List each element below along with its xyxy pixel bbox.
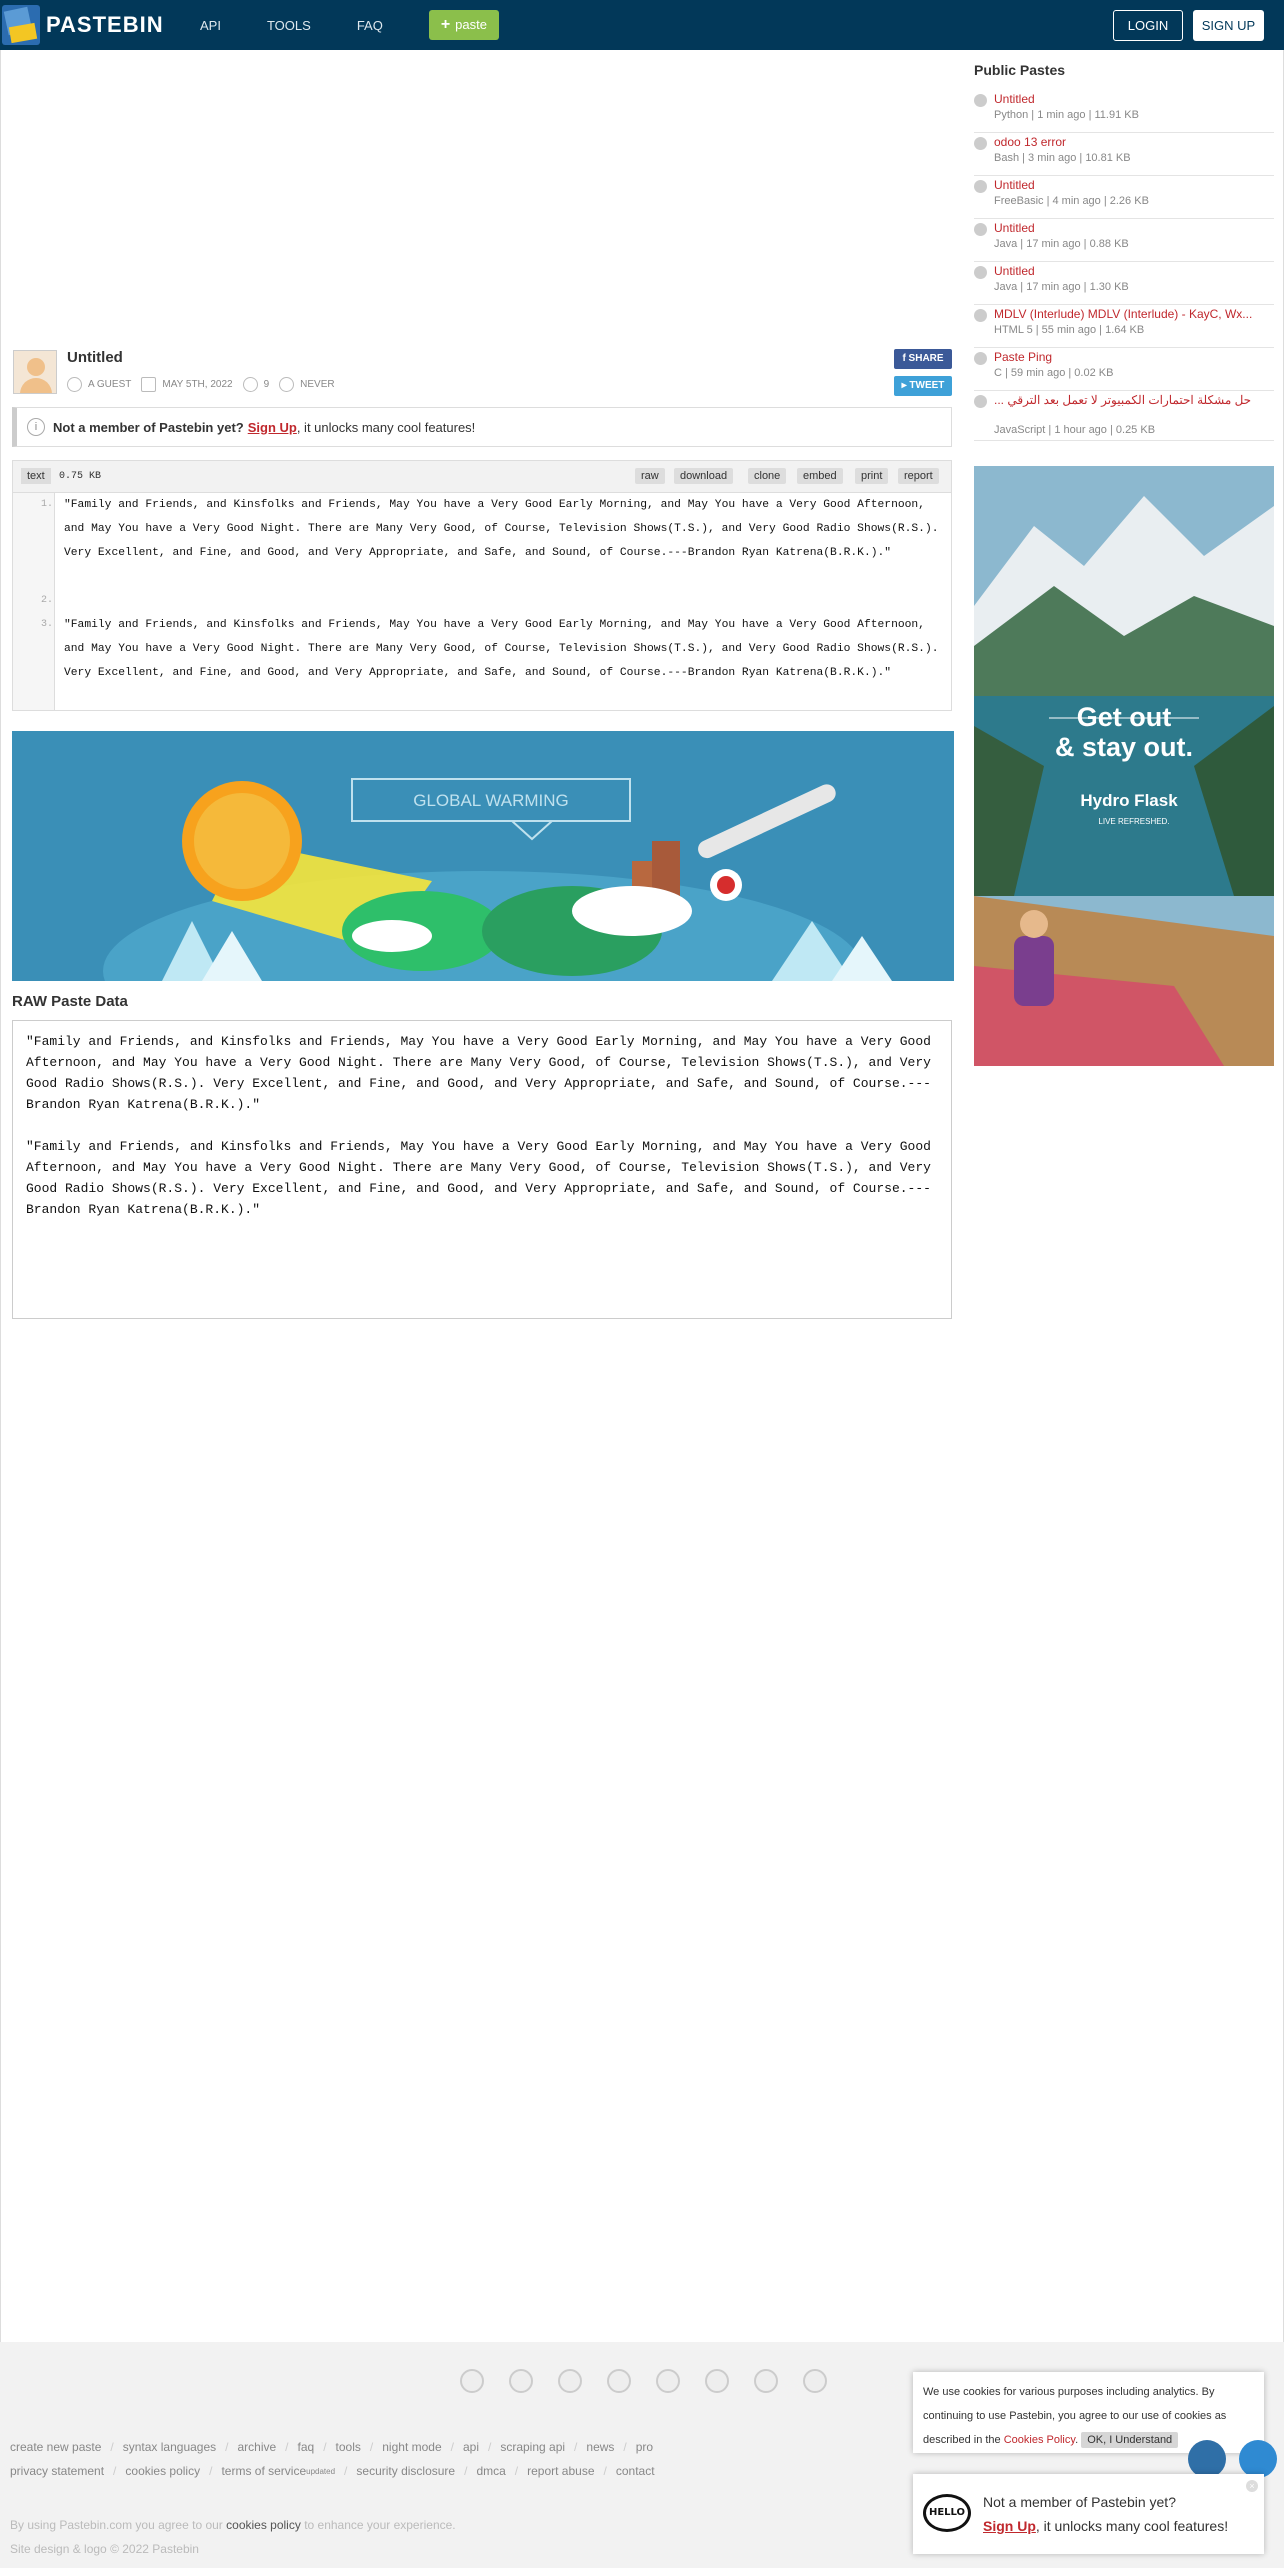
unix-icon[interactable] (803, 2369, 827, 2393)
globe-icon (974, 352, 987, 365)
public-paste-title[interactable]: Untitled (994, 92, 1035, 106)
public-paste-item[interactable] (974, 176, 1274, 219)
raw-paste-title: RAW Paste Data (12, 993, 128, 1010)
ad-brand: Hydro Flask (1080, 791, 1178, 810)
embed-button[interactable]: embed (797, 468, 843, 484)
line-number: 2. (40, 595, 53, 606)
new-paste-label: paste (455, 17, 487, 32)
footer-link[interactable]: syntax languages (122, 2440, 217, 2454)
facebook-share-button[interactable] (894, 349, 952, 369)
tweet-label: TWEET (909, 380, 945, 391)
public-paste-item[interactable] (974, 219, 1274, 262)
public-paste-title[interactable]: odoo 13 error (994, 135, 1067, 149)
global-warming-banner[interactable] (12, 731, 954, 981)
footer-link[interactable]: pro (635, 2440, 654, 2454)
bomb-icon (279, 377, 294, 392)
signup-button[interactable]: SIGN UP (1193, 10, 1264, 41)
globe-icon (974, 180, 987, 193)
footer-link[interactable]: cookies policy (125, 2464, 201, 2478)
public-paste-item[interactable] (974, 262, 1274, 305)
code-box (12, 460, 952, 711)
footer-link[interactable]: api (462, 2440, 479, 2454)
floating-action-button[interactable] (1188, 2440, 1226, 2478)
code-line-3: "Family and Friends, and Kinsfolks and Friends, May You have a Very Good Early Morning, and May You have a Very Good Afternoon, and May You have a Very Good Night. There are Many Very Good, of Course, Television Shows(T.S.), and Very Good Radio Shows(R.S.). Very Excellent, and Fine, and Good, and Very Appropriate, and Safe, and Sound, of Course.---Brandon Ryan Katrena(B.R.K.)." (64, 619, 939, 679)
info-icon: i (27, 418, 45, 436)
footer-link[interactable]: dmca (476, 2464, 506, 2478)
close-icon[interactable]: × (1246, 2480, 1258, 2492)
notice-question: Not a member of Pastebin yet? (53, 419, 244, 435)
public-paste-item[interactable] (974, 391, 1274, 441)
ad-headline-1: Get out (1076, 702, 1172, 732)
public-paste-meta: Java | 17 min ago | 1.30 KB (994, 281, 1129, 293)
nav-tools[interactable]: TOOLS (266, 17, 311, 33)
avatar (13, 350, 57, 394)
line-number: 1. (40, 499, 53, 510)
public-paste-item[interactable] (974, 348, 1274, 391)
member-notice (12, 407, 952, 447)
public-paste-title[interactable]: Untitled (994, 221, 1035, 235)
banner-illustration (12, 731, 954, 981)
floating-action-button[interactable] (1239, 2440, 1277, 2478)
footer-copyright: Site design & logo © 2022 Pastebin (10, 2542, 199, 2556)
agree-pre: By using Pastebin.com you agree to our (10, 2518, 223, 2532)
code-lines (13, 493, 951, 710)
twitter-icon: ▸ (901, 380, 910, 391)
footer-link[interactable]: night mode (382, 2440, 442, 2454)
footer-link[interactable]: create new paste (10, 2440, 102, 2454)
public-paste-title[interactable]: Paste Ping (994, 350, 1053, 364)
hydro-flask-ad[interactable] (974, 466, 1274, 1066)
pastebin-logo-icon (2, 5, 40, 45)
print-button[interactable]: print (855, 468, 888, 484)
notice-rest: , it unlocks many cool features! (296, 419, 476, 435)
macos-icon[interactable] (705, 2369, 729, 2393)
syntax-badge[interactable]: text (21, 468, 51, 484)
paste-meta (67, 377, 345, 392)
public-paste-meta: Bash | 3 min ago | 10.81 KB (994, 152, 1131, 164)
code-toolbar (13, 461, 951, 493)
login-button[interactable]: LOGIN (1113, 10, 1183, 41)
date-meta (141, 377, 232, 392)
line-gutter (13, 493, 55, 710)
globe-icon (974, 309, 987, 322)
download-button[interactable]: download (674, 468, 733, 484)
footer-link[interactable]: privacy statement (10, 2464, 105, 2478)
footer-link[interactable]: security disclosure (356, 2464, 456, 2478)
hello-signup-link[interactable]: Sign Up (983, 2518, 1036, 2534)
ad-headline-2: & stay out. (1054, 732, 1194, 762)
logo[interactable] (0, 0, 164, 50)
cookie-ok-button[interactable]: OK, I Understand (1081, 2432, 1178, 2448)
tweet-button[interactable] (894, 376, 952, 396)
author-meta (67, 377, 131, 392)
globe-icon (974, 94, 987, 107)
expire-meta (279, 377, 334, 392)
eye-icon (243, 377, 258, 392)
globe-icon (974, 266, 987, 279)
footer-link[interactable]: news (586, 2440, 615, 2454)
raw-paragraph: "Family and Friends, and Kinsfolks and Friends, May You have a Very Good Early Morning, and May You have a Very Good Afternoon, and May You have a Very Good Night. There are Many Very Good, of Course, Television Shows(T.S.), and Very Good Radio Shows(R.S.). Very Excellent, and Fine, and Good, and Very Appropriate, and Safe, and Sound, of Course.---Brandon Ryan Katrena(B.R.K.)." (26, 1034, 931, 1112)
notice-signup-link[interactable]: Sign Up (247, 419, 297, 435)
footer-link[interactable]: contact (615, 2464, 655, 2478)
footer-link[interactable]: terms of service (221, 2464, 307, 2478)
public-paste-title[interactable]: Untitled (994, 178, 1035, 192)
public-paste-meta: Java | 17 min ago | 0.88 KB (994, 238, 1129, 250)
main-container (0, 50, 1284, 2342)
paste-expires: NEVER (300, 379, 335, 390)
cookie-popup: We use cookies for various purposes including analytics. By continuing to use Pastebin, you agree to our use of cookies as described in the Cookies Policy. OK, I Understand (913, 2372, 1264, 2453)
globe-icon (974, 395, 987, 408)
ad-illustration (974, 466, 1274, 1066)
raw-button[interactable]: raw (635, 468, 665, 484)
banner-text: GLOBAL WARMING (413, 791, 569, 810)
footer-link[interactable]: archive (237, 2440, 277, 2454)
public-paste-item[interactable] (974, 133, 1274, 176)
top-header (0, 0, 1284, 50)
public-paste-meta: HTML 5 | 55 min ago | 1.64 KB (994, 324, 1145, 336)
footer-link[interactable]: faq (297, 2440, 315, 2454)
share-label: SHARE (908, 353, 944, 364)
ad-tagline: LIVE REFRESHED. (1098, 817, 1170, 826)
app-icons (460, 2369, 827, 2393)
report-button[interactable]: report (898, 468, 939, 484)
public-paste-item[interactable] (974, 90, 1274, 133)
updated-badge: updated (306, 2466, 336, 2476)
code-line-1: "Family and Friends, and Kinsfolks and Friends, May You have a Very Good Early Morning, and May You have a Very Good Afternoon, and May You have a Very Good Night. There are Many Very Good, of Course, Television Shows(T.S.), and Very Good Radio Shows(R.S.). Very Excellent, and Fine, and Good, and Very Appropriate, and Safe, and Sound, of Course.---Brandon Ryan Katrena(B.R.K.)." (64, 499, 939, 559)
line-number: 3. (40, 619, 53, 630)
globe-icon (974, 223, 987, 236)
agree-post: to enhance your experience. (304, 2518, 456, 2532)
raw-paste-textarea[interactable] (12, 1020, 952, 1319)
public-paste-title[interactable]: حل مشكلة احتمارات الكمبيوتر لا تعمل بعد الترقي ... (994, 393, 1252, 407)
globe-icon (974, 137, 987, 150)
hello-rest: , it unlocks many cool features! (1035, 2518, 1229, 2534)
paste-date: MAY 5TH, 2022 (162, 379, 233, 390)
footer-link[interactable]: scraping api (500, 2440, 566, 2454)
paste-author[interactable]: A GUEST (88, 379, 132, 390)
public-pastes-title: Public Pastes (974, 62, 1066, 78)
opera-icon[interactable] (754, 2369, 778, 2393)
plus-icon: + (440, 16, 451, 33)
hello-question: Not a member of Pastebin yet? (983, 2494, 1176, 2510)
windows-icon[interactable] (607, 2369, 631, 2393)
cookies-policy-link[interactable]: cookies policy (226, 2518, 301, 2532)
user-icon (67, 377, 82, 392)
public-paste-item[interactable] (974, 305, 1274, 348)
hello-answer (983, 2518, 1228, 2534)
public-paste-title[interactable]: Untitled (994, 264, 1035, 278)
chrome-icon[interactable] (460, 2369, 484, 2393)
ios-icon[interactable] (558, 2369, 582, 2393)
footer-link[interactable]: report abuse (527, 2464, 595, 2478)
facebook-icon: f (902, 353, 909, 364)
signup-popup (913, 2474, 1264, 2554)
footer-links-row2: privacy statement / cookies policy / terms of service updated / security disclosure / dmca / report abuse / contact (10, 2464, 655, 2478)
paste-title: Untitled (67, 349, 123, 366)
footer-link[interactable]: tools (335, 2440, 361, 2454)
public-paste-title[interactable]: MDLV (Interlude) MDLV (Interlude) - KayC, Wx... (994, 307, 1253, 321)
clone-button[interactable]: clone (748, 468, 786, 484)
nav-api[interactable]: API (200, 17, 221, 33)
public-paste-meta: JavaScript | 1 hour ago | 0.25 KB (994, 424, 1156, 436)
footer-agreement (10, 2518, 456, 2532)
paste-size: 0.75 KB (59, 471, 102, 482)
public-paste-meta: C | 59 min ago | 0.02 KB (994, 367, 1114, 379)
footer-links-row1: create new paste / syntax languages / archive / faq / tools / night mode / api / scraping api / news / pro (10, 2440, 654, 2454)
cookie-policy-link[interactable]: Cookies Policy (1003, 2434, 1076, 2446)
paste-views: 9 (263, 379, 270, 390)
public-paste-meta: FreeBasic | 4 min ago | 2.26 KB (994, 195, 1149, 207)
cookie-text: We use cookies for various purposes including analytics. By continuing to use Pastebin, you agree to our use of cookies as described in the (923, 2386, 1227, 2446)
android-icon[interactable] (656, 2369, 680, 2393)
new-paste-button[interactable] (429, 10, 499, 40)
main-nav (200, 0, 499, 50)
logo-text: PASTEBIN (46, 12, 164, 37)
calendar-icon (141, 377, 156, 392)
public-paste-meta: Python | 1 min ago | 11.91 KB (994, 109, 1139, 121)
nav-faq[interactable]: FAQ (356, 17, 383, 33)
views-meta (243, 377, 270, 392)
firefox-icon[interactable] (509, 2369, 533, 2393)
raw-paragraph: "Family and Friends, and Kinsfolks and Friends, May You have a Very Good Early Morning, and May You have a Very Good Afternoon, and May You have a Very Good Night. There are Many Very Good, of Course, Television Shows(T.S.), and Very Good Radio Shows(R.S.). Very Excellent, and Fine, and Good, and Very Appropriate, and Safe, and Sound, of Course.---Brandon Ryan Katrena(B.R.K.)." (26, 1139, 931, 1217)
hello-bubble-icon: HELLO (923, 2494, 971, 2532)
